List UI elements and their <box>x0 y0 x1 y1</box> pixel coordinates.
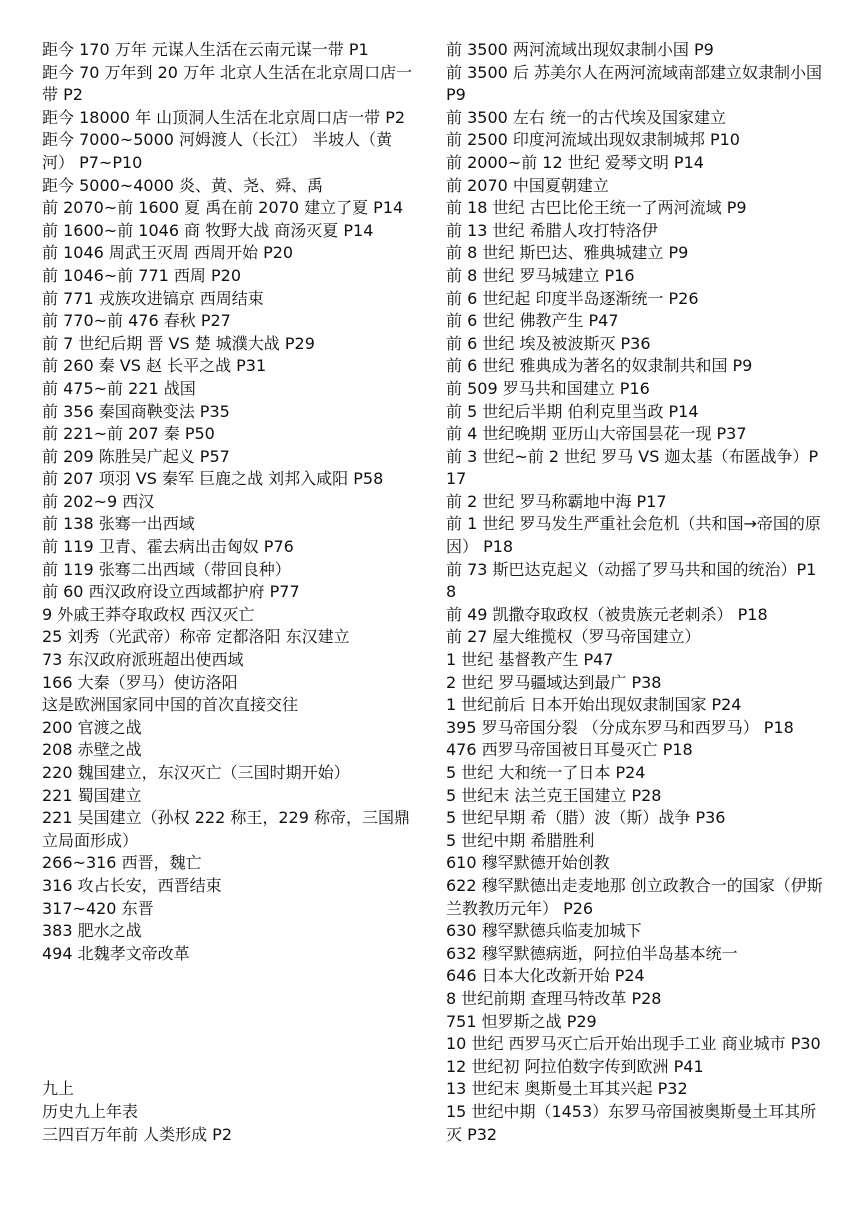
timeline-entry: 15 世纪中期（1453）东罗马帝国被奥斯曼土耳其所灭 P32 <box>446 1101 817 1144</box>
timeline-entry: 632 穆罕默德病逝，阿拉伯半岛基本统一 <box>446 943 738 963</box>
timeline-entry: 前 8 世纪 罗马城建立 P16 <box>446 265 635 285</box>
timeline-entry: 前 260 秦 VS 赵 长平之战 P31 <box>42 356 267 376</box>
timeline-entry: 208 赤壁之战 <box>42 740 142 760</box>
timeline-entry: 前 770~前 476 春秋 P27 <box>42 311 231 331</box>
timeline-entry: 前 221~前 207 秦 P50 <box>42 424 215 444</box>
left-timeline-column <box>42 39 420 1146</box>
timeline-entry: 前 771 戎族攻进镐京 西周结束 <box>42 288 264 308</box>
timeline-entry: 2 世纪 罗马疆域达到最广 P38 <box>446 672 662 692</box>
timeline-entry: 1 世纪前后 日本开始出现奴隶制国家 P24 <box>446 695 742 715</box>
timeline-entry: 前 1600~前 1046 商 牧野大战 商汤灭夏 P14 <box>42 220 374 240</box>
timeline-entry: 751 怛罗斯之战 P29 <box>446 1011 597 1031</box>
timeline-entry: 前 209 陈胜吴广起义 P57 <box>42 446 230 466</box>
timeline-entry: 5 世纪 大和统一了日本 P24 <box>446 763 646 782</box>
timeline-entry: 8 世纪前期 查理马特改革 P28 <box>446 988 662 1008</box>
timeline-entry: 5 世纪中期 希腊胜利 <box>446 830 595 850</box>
timeline-entry: 383 肥水之战 <box>42 921 142 941</box>
timeline-entry: 266~316 西晋，魏亡 <box>42 853 202 873</box>
timeline-entry: 前 2000~前 12 世纪 爱琴文明 P14 <box>446 152 704 172</box>
timeline-entry: 12 世纪初 阿拉伯数字传到欧洲 P41 <box>446 1056 704 1076</box>
timeline-entry: 316 攻占长安，西晋结束 <box>42 875 222 895</box>
timeline-entry: 前 356 秦国商鞅变法 P35 <box>42 401 230 421</box>
right-timeline-column <box>446 39 824 1146</box>
timeline-entry: 前 475~前 221 战国 <box>42 378 196 398</box>
timeline-entry: 前 3500 两河流域出现奴隶制小国 P9 <box>446 40 714 59</box>
timeline-entry: 1 世纪 基督教产生 P47 <box>446 650 614 670</box>
timeline-entry: 10 世纪 西罗马灭亡后开始出现手工业 商业城市 P30 <box>446 1034 821 1054</box>
timeline-entry: 前 73 斯巴达克起义（动摇了罗马共和国的统治）P18 <box>446 559 817 602</box>
timeline-entry: 前 6 世纪 雅典成为著名的奴隶制共和国 P9 <box>446 356 753 376</box>
timeline-entry: 前 60 西汉政府设立西域都护府 P77 <box>42 582 300 602</box>
timeline-entry: 前 6 世纪起 印度半岛逐渐统一 P26 <box>446 288 699 308</box>
timeline-entry: 前 3500 左右 统一的古代埃及国家建立 <box>446 107 726 127</box>
timeline-entry: 73 东汉政府派班超出使西域 <box>42 650 244 670</box>
timeline-entry: 前 49 凯撒夺取政权（被贵族元老刺杀） P18 <box>446 604 768 624</box>
timeline-entry: 317~420 东晋 <box>42 898 154 918</box>
timeline-entry: 25 刘秀（光武帝）称帝 定都洛阳 东汉建立 <box>42 627 350 647</box>
timeline-entry: 前 509 罗马共和国建立 P16 <box>446 378 650 398</box>
timeline-entry: 476 西罗马帝国被日耳曼灭亡 P18 <box>446 740 693 760</box>
section-title: 历史九上年表 <box>42 1101 139 1121</box>
timeline-entry: 前 1046~前 771 西周 P20 <box>42 265 242 285</box>
timeline-entry: 前 5 世纪后半期 伯利克里当政 P14 <box>446 401 699 421</box>
timeline-entry: 这是欧洲国家同中国的首次直接交往 <box>42 695 299 715</box>
timeline-entry: 前 8 世纪 斯巴达、雅典城建立 P9 <box>446 243 689 263</box>
timeline-entry: 前 138 张骞一出西域 <box>42 514 195 534</box>
timeline-entry: 前 13 世纪 希腊人攻打特洛伊 <box>446 220 658 240</box>
timeline-entry: 9 外戚王莽夺取政权 西汉灭亡 <box>42 604 255 624</box>
timeline-entry: 距今 70 万年到 20 万年 北京人生活在北京周口店一带 P2 <box>42 62 413 105</box>
timeline-entry: 494 北魏孝文帝改革 <box>42 943 190 963</box>
timeline-entry: 距今 18000 年 山顶洞人生活在北京周口店一带 P2 <box>42 107 406 127</box>
timeline-entry: 前 1 世纪 罗马发生严重社会危机（共和国→帝国的原因） P18 <box>446 514 821 557</box>
timeline-entry: 前 4 世纪晚期 亚历山大帝国昙花一现 P37 <box>446 424 747 444</box>
timeline-entry: 5 世纪早期 希（腊）波（斯）战争 P36 <box>446 808 726 828</box>
timeline-entry: 前 207 项羽 VS 秦军 巨鹿之战 刘邦入咸阳 P58 <box>42 469 384 489</box>
timeline-entry: 13 世纪末 奥斯曼土耳其兴起 P32 <box>446 1079 688 1099</box>
timeline-entry: 距今 170 万年 元谋人生活在云南元谋一带 P1 <box>42 40 369 59</box>
section-label: 九上 <box>42 1079 75 1099</box>
timeline-entry: 前 3 世纪~前 2 世纪 罗马 VS 迦太基（布匿战争）P17 <box>446 446 819 489</box>
timeline-entry: 前 2 世纪 罗马称霸地中海 P17 <box>446 491 667 511</box>
timeline-entry: 395 罗马帝国分裂 （分成东罗马和西罗马） P18 <box>446 717 794 737</box>
timeline-entry: 前 6 世纪 佛教产生 P47 <box>446 311 619 331</box>
timeline-entry: 前 2070~前 1600 夏 禹在前 2070 建立了夏 P14 <box>42 198 404 218</box>
timeline-entry: 前 2070 中国夏朝建立 <box>446 175 609 195</box>
timeline-entry: 221 蜀国建立 <box>42 785 142 805</box>
timeline-entry: 610 穆罕默德开始创教 <box>446 853 610 873</box>
timeline-entry: 646 日本大化改新开始 P24 <box>446 966 645 986</box>
timeline-entry: 前 27 屋大维揽权（罗马帝国建立） <box>446 627 701 647</box>
timeline-entry: 前 6 世纪 埃及被波斯灭 P36 <box>446 333 651 353</box>
timeline-entry: 前 119 卫青、霍去病出击匈奴 P76 <box>42 537 294 557</box>
timeline-entry: 166 大秦（罗马）使访洛阳 <box>42 672 238 692</box>
blank-space <box>42 965 420 1078</box>
timeline-entry: 630 穆罕默德兵临麦加城下 <box>446 921 642 941</box>
timeline-entry: 前 119 张骞二出西域（带回良种） <box>42 559 291 579</box>
timeline-entry: 221 吴国建立（孙权 222 称王，229 称帝，三国鼎立局面形成） <box>42 808 410 850</box>
timeline-entry: 前 202~9 西汉 <box>42 491 155 511</box>
timeline-entry: 前 7 世纪后期 晋 VS 楚 城濮大战 P29 <box>42 333 315 353</box>
timeline-entry: 前 2500 印度河流域出现奴隶制城邦 P10 <box>446 130 740 150</box>
timeline-entry: 622 穆罕默德出走麦地那 创立政教合一的国家（伊斯兰教教历元年） P26 <box>446 875 823 918</box>
timeline-entry: 距今 7000~5000 河姆渡人（长江） 半坡人（黄河） P7~P10 <box>42 130 393 172</box>
timeline-entry: 200 官渡之战 <box>42 717 142 737</box>
timeline-entry: 三四百万年前 人类形成 P2 <box>42 1124 233 1144</box>
timeline-entry: 前 1046 周武王灭周 西周开始 P20 <box>42 243 294 263</box>
timeline-entry: 5 世纪末 法兰克王国建立 P28 <box>446 785 662 805</box>
timeline-entry: 220 魏国建立，东汉灭亡（三国时期开始） <box>42 763 350 782</box>
timeline-entry: 前 18 世纪 古巴比伦王统一了两河流域 P9 <box>446 198 747 218</box>
timeline-entry: 前 3500 后 苏美尔人在两河流域南部建立奴隶制小国 P9 <box>446 62 822 105</box>
timeline-entry: 距今 5000~4000 炎、黄、尧、舜、禹 <box>42 175 324 195</box>
